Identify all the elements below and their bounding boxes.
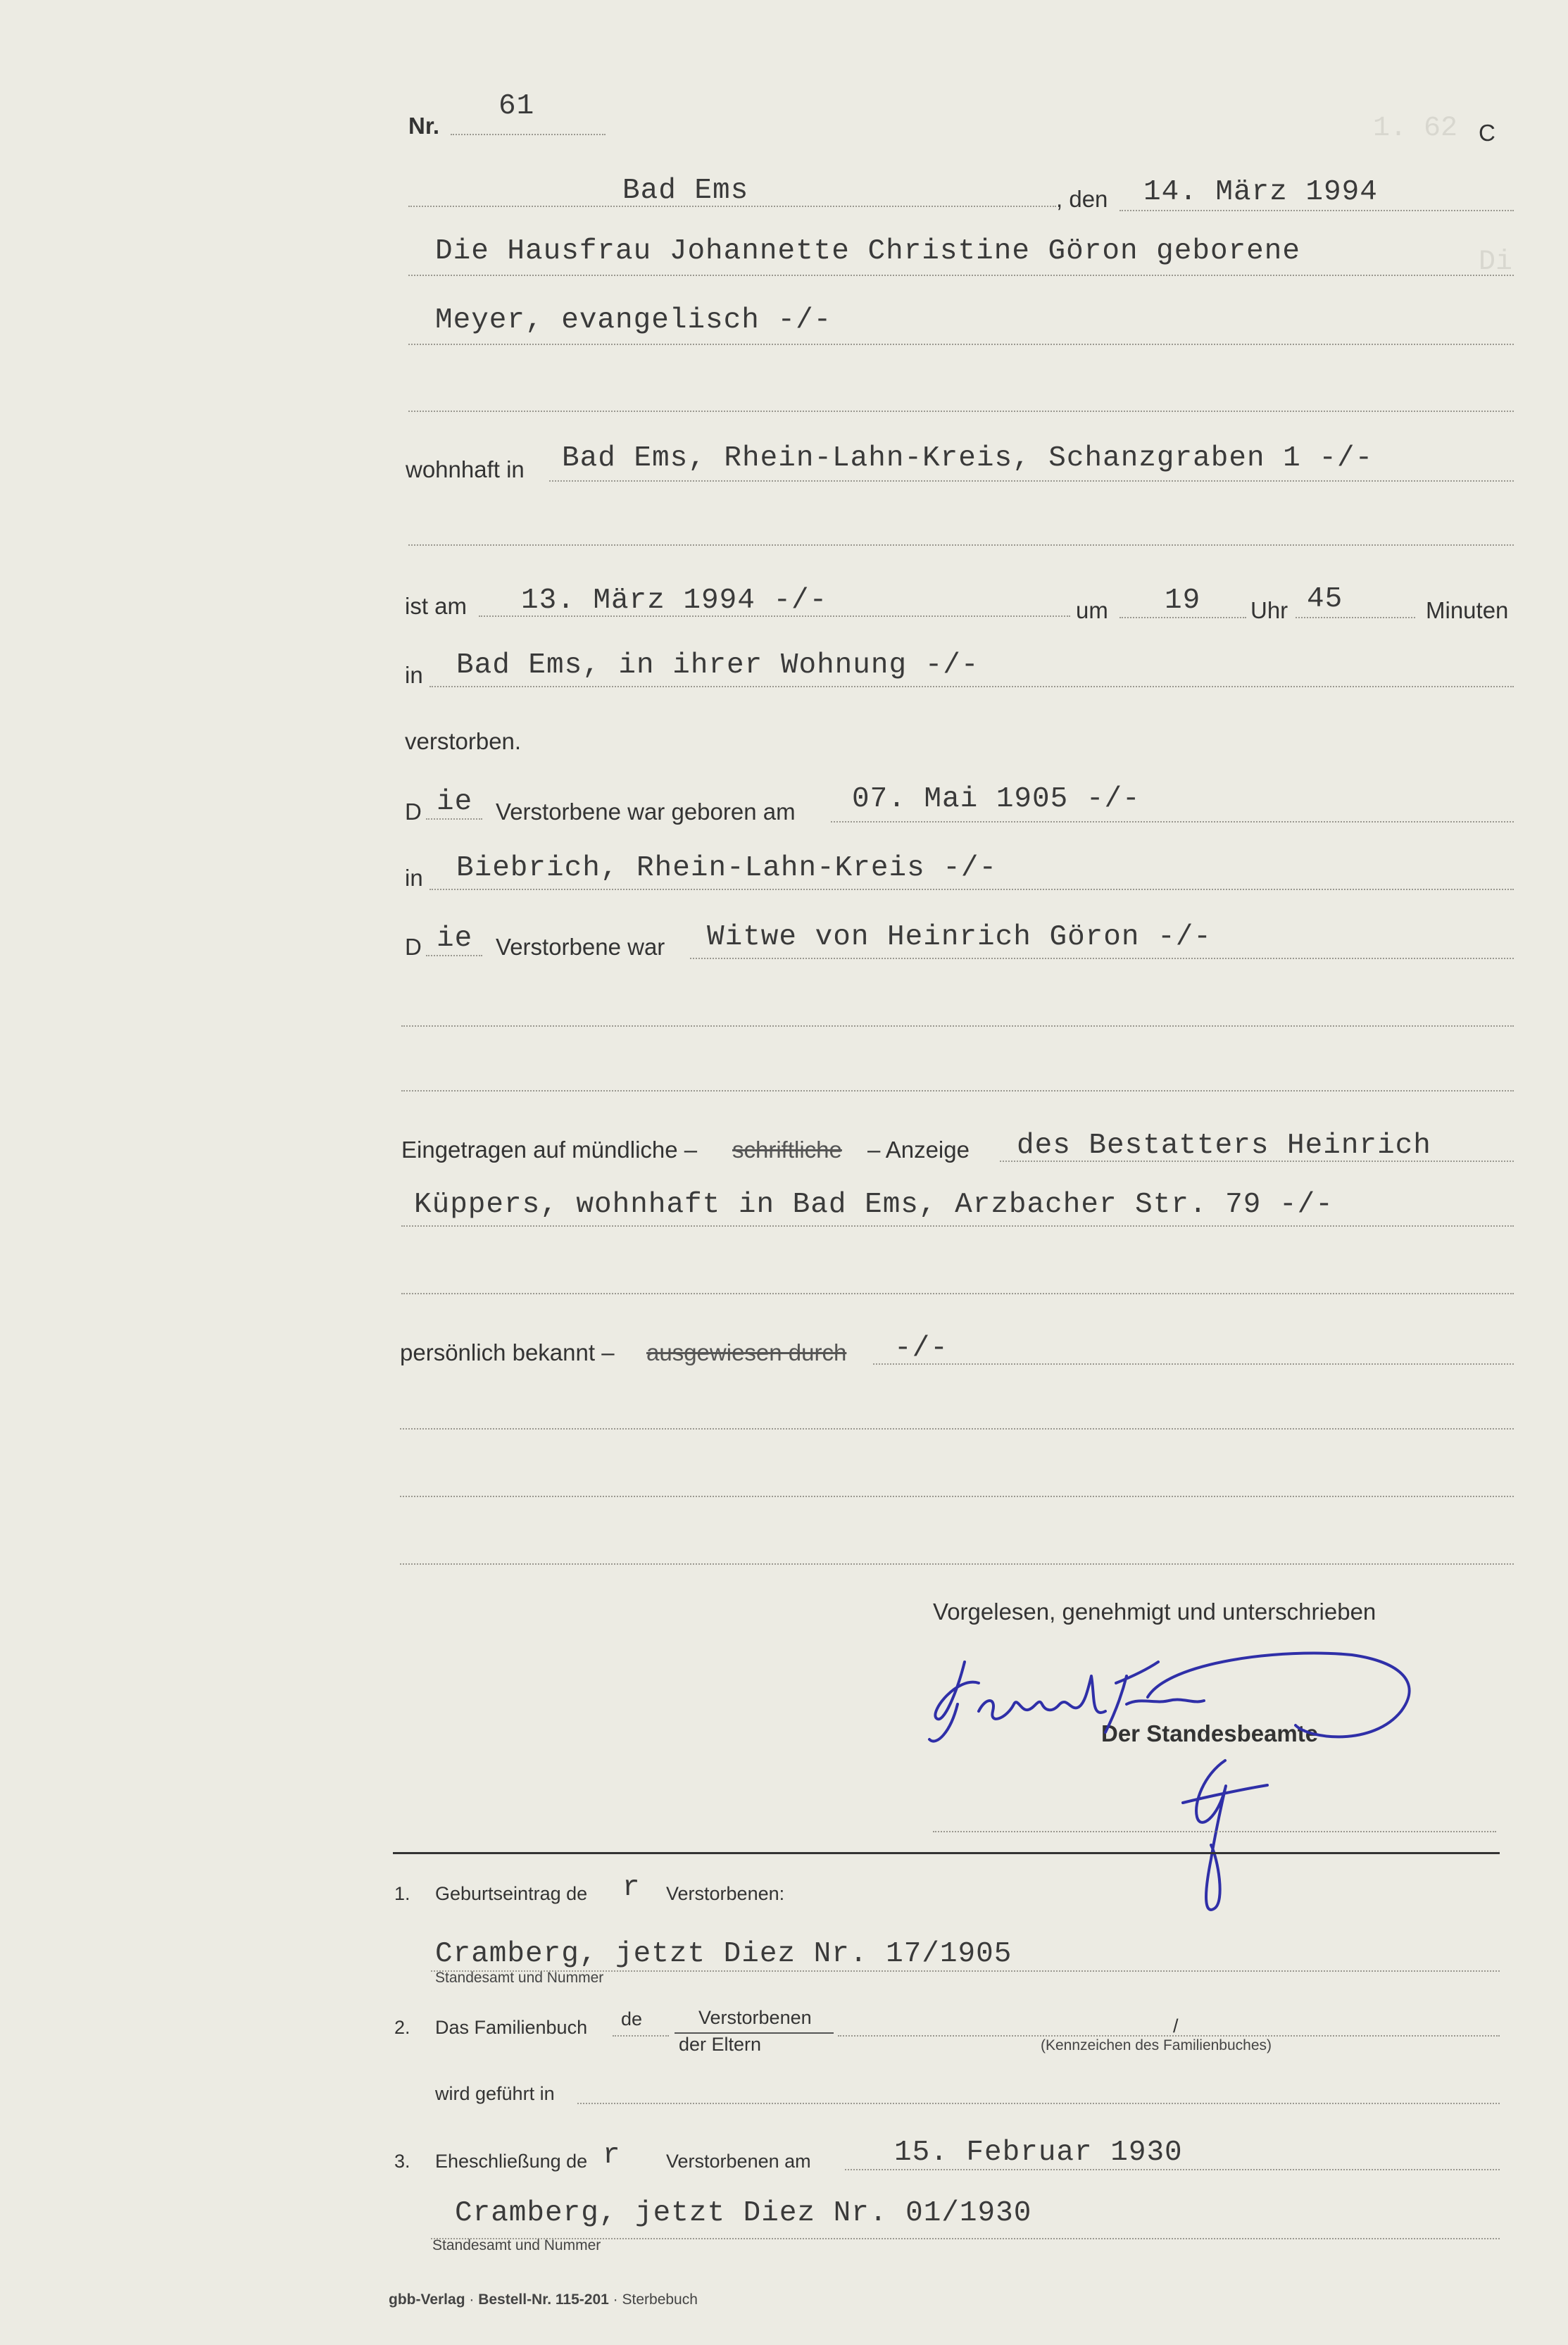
imprint-title: Sterbebuch: [622, 2291, 698, 2308]
nr-value: 61: [498, 90, 535, 123]
wohnhaft-label: wohnhaft in: [406, 456, 525, 482]
wohnhaft-value: Bad Ems, Rhein-Lahn-Kreis, Schanzgraben 1 -/-: [562, 442, 1374, 475]
status-label: Verstorbene war: [496, 934, 665, 960]
birth-ie: ie: [437, 786, 473, 818]
s3-suffix: r: [603, 2139, 621, 2172]
vorgelesen-text: Vorgelesen, genehmigt und unterschrieben: [933, 1599, 1376, 1625]
um-label: um: [1076, 597, 1108, 623]
standesbeamte-label: Der Standesbeamte: [1101, 1720, 1319, 1746]
s1-suffix: r: [622, 1872, 641, 1904]
birth-in-label: in: [405, 865, 423, 891]
entry-label-b: – Anzeige: [867, 1137, 970, 1163]
s1-value: Cramberg, jetzt Diez Nr. 17/1905: [435, 1938, 1012, 1970]
s2-kennzeichen: (Kennzeichen des Familienbuches): [1041, 2037, 1272, 2053]
birth-d-label: D: [405, 799, 422, 825]
s3-sub: Standesamt und Nummer: [432, 2237, 601, 2253]
birth-place: Biebrich, Rhein-Lahn-Kreis -/-: [456, 852, 998, 884]
entry-value-2: Küppers, wohnhaft in Bad Ems, Arzbacher Str. 79 -/-: [414, 1189, 1334, 1221]
s2-label-a: Das Familienbuch: [435, 2017, 588, 2038]
s2-opt2: der Eltern: [679, 2034, 762, 2055]
nr-line: [451, 134, 606, 135]
death-hour: 19: [1165, 584, 1201, 617]
s2-gefuehrt: wird geführt in: [435, 2083, 555, 2104]
minuten-label: Minuten: [1426, 597, 1509, 623]
s1-num: 1.: [394, 1883, 410, 1904]
birth-label: Verstorbene war geboren am: [496, 799, 796, 825]
verstorben-label: verstorben.: [405, 728, 522, 754]
identity-label-a: persönlich bekannt –: [400, 1339, 615, 1365]
nr-label: Nr.: [408, 113, 440, 139]
identity-value: -/-: [894, 1332, 948, 1365]
s3-label-a: Eheschließung de: [435, 2151, 588, 2172]
status-ie: ie: [437, 923, 473, 955]
imprint-order: Bestell-Nr. 115-201: [478, 2291, 609, 2308]
section-separator: [393, 1852, 1500, 1854]
s3-date: 15. Februar 1930: [894, 2137, 1183, 2169]
s3-label-b: Verstorbenen am: [666, 2151, 811, 2172]
deceased-line-1: Die Hausfrau Johannette Christine Göron geborene: [435, 235, 1300, 268]
s3-value: Cramberg, jetzt Diez Nr. 01/1930: [455, 2197, 1032, 2230]
entry-value-1: des Bestatters Heinrich: [1017, 1130, 1431, 1162]
birth-date: 07. Mai 1905 -/-: [852, 783, 1141, 815]
imprint-publisher: gbb-Verlag: [389, 2291, 465, 2308]
deceased-line-2: Meyer, evangelisch -/-: [435, 304, 832, 337]
handwritten-signature-informant: [915, 1634, 1436, 1930]
date-value: 14. März 1994: [1143, 176, 1378, 208]
uhr-label: Uhr: [1250, 597, 1288, 623]
place-value: Bad Ems: [622, 175, 749, 207]
death-minutes: 45: [1307, 583, 1343, 615]
ist-am-label: ist am: [405, 593, 468, 619]
status-d-label: D: [405, 934, 422, 960]
death-in-label: in: [405, 662, 423, 688]
death-place: Bad Ems, in ihrer Wohnung -/-: [456, 649, 979, 682]
status-value: Witwe von Heinrich Göron -/-: [707, 921, 1212, 953]
s3-num: 3.: [394, 2151, 410, 2172]
entry-label-a: Eingetragen auf mündliche –: [401, 1137, 698, 1163]
s2-num: 2.: [394, 2017, 410, 2038]
imprint: gbb-Verlag · Bestell-Nr. 115-201 · Sterbebuch: [389, 2291, 698, 2308]
s2-opt1: Verstorbenen: [698, 2007, 812, 2028]
entry-struck: schriftliche: [732, 1137, 842, 1163]
s1-label-b: Verstorbenen:: [666, 1883, 785, 1904]
identity-struck: ausgewiesen durch: [646, 1339, 847, 1365]
corner-letter: C: [1479, 120, 1495, 146]
s2-de: de: [621, 2008, 643, 2030]
den-label: , den: [1056, 186, 1108, 212]
s2-slash: /: [1173, 2015, 1179, 2037]
death-date: 13. März 1994 -/-: [521, 584, 828, 617]
s1-label-a: Geburtseintrag de: [435, 1883, 588, 1904]
s1-sub: Standesamt und Nummer: [435, 1970, 604, 1986]
